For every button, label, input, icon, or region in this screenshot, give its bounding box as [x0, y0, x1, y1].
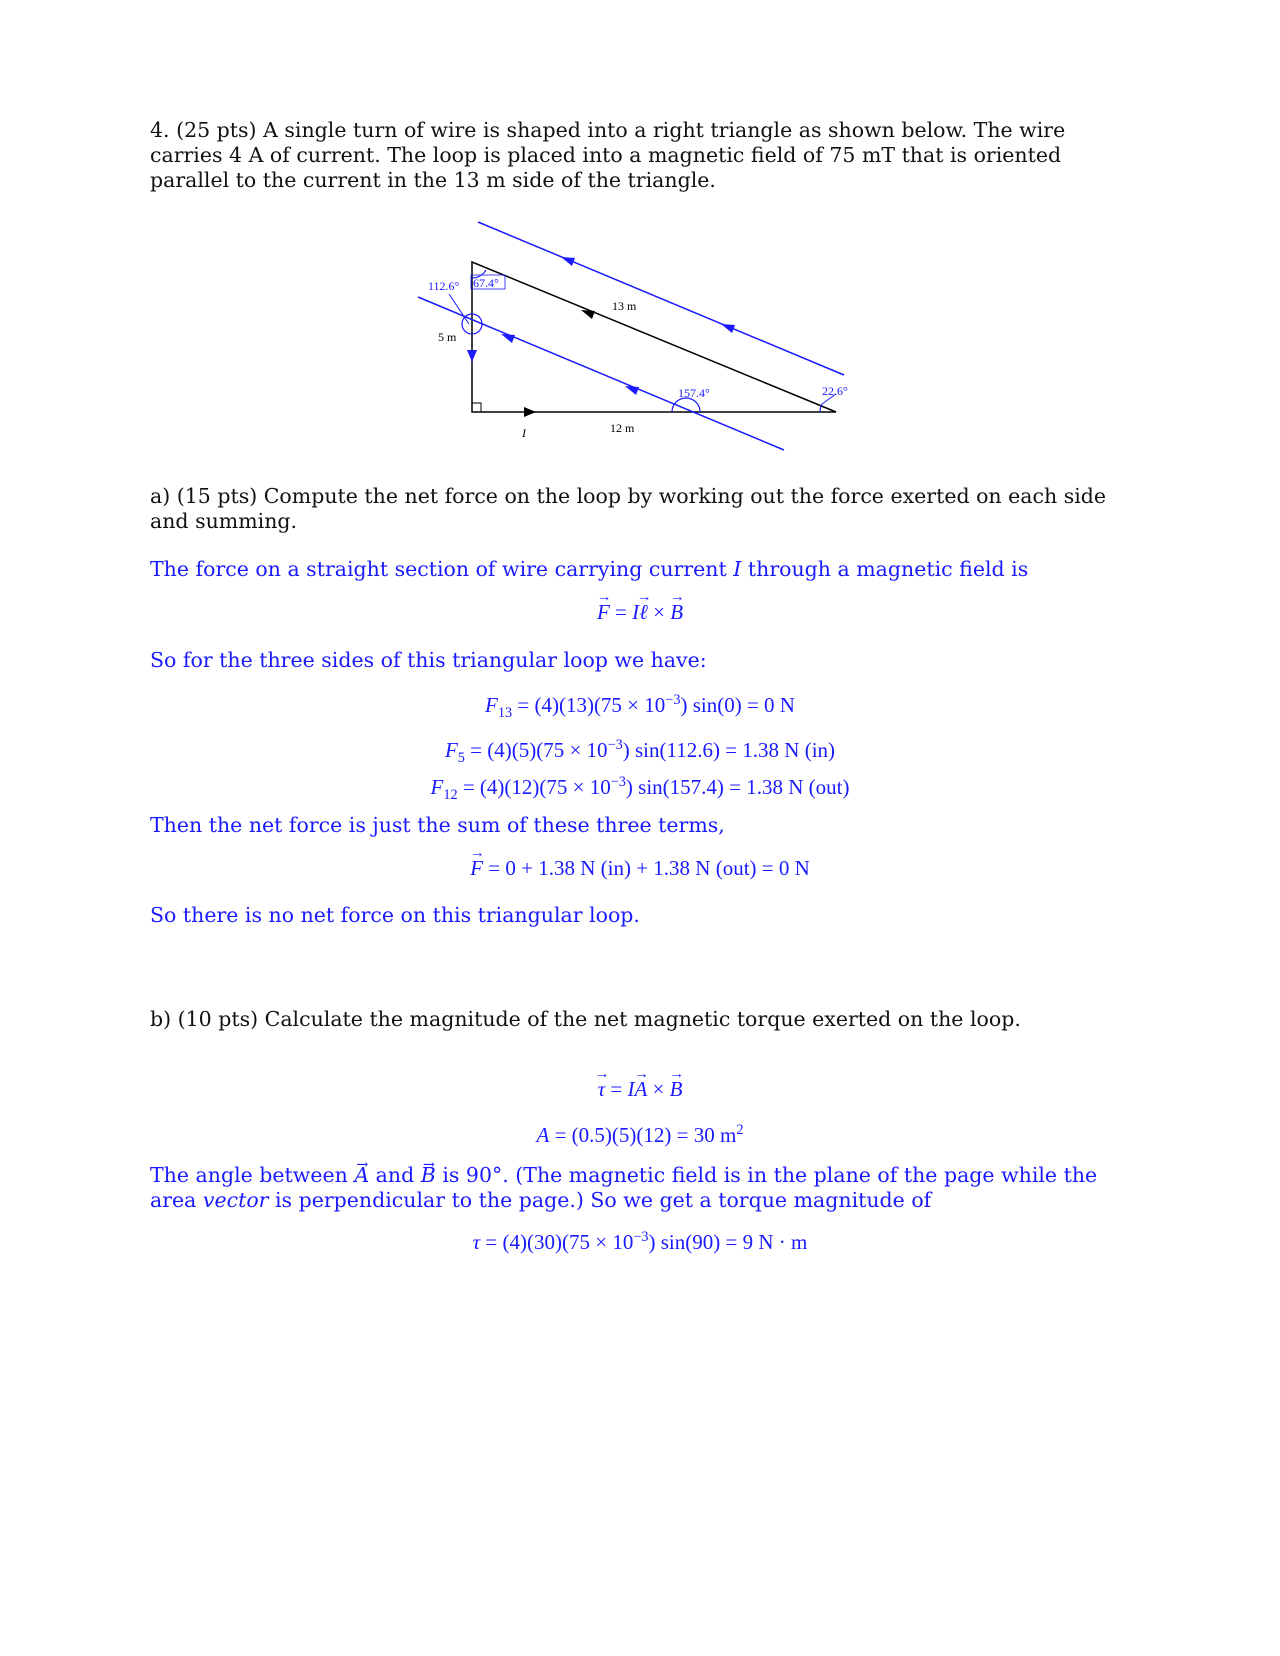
torque-vec-tau: → τ — [598, 1077, 606, 1102]
part-a-line1 — [150, 557, 1130, 582]
field-line-upper — [478, 222, 844, 375]
part-b-text2: and — [369, 1163, 421, 1187]
label-angle-157: 157.4° — [678, 386, 710, 400]
f12-sub: 12 — [443, 787, 458, 804]
angle-arc-left — [472, 314, 482, 334]
force-times: × — [647, 600, 671, 624]
force-vec-l: → ℓ — [639, 600, 648, 625]
part-b-question — [150, 1007, 1130, 1032]
field-arrow-1 — [561, 257, 575, 266]
torque-body: = (4)(30)(75 × 10 — [480, 1230, 634, 1254]
eq-torque — [150, 1229, 1130, 1255]
label-angle-112: 112.6° — [428, 279, 460, 293]
angle-pointer — [449, 294, 469, 324]
f13-body: = (4)(13)(75 × 10 — [512, 693, 666, 717]
f5-body: = (4)(5)(75 × 10 — [464, 738, 608, 762]
part-b-question-text: b) (10 pts) Calculate the magnitude of the net magnetic torque exerted on the loop. — [150, 1007, 1021, 1031]
part-a-line1-post: through a magnetic field is — [741, 557, 1029, 581]
f13-exp: −3 — [665, 692, 681, 708]
part-b-vector-word: vector — [202, 1188, 269, 1212]
label-current: I — [522, 426, 526, 440]
eq-net-force — [150, 856, 1130, 881]
triangle-loop-diagram — [0, 0, 1280, 470]
force-vec-B: → B — [670, 600, 683, 625]
torque-eq: = — [605, 1077, 628, 1101]
f12-body: = (4)(12)(75 × 10 — [457, 775, 611, 799]
torque-times: × — [647, 1077, 670, 1101]
label-angle-22: 22.6° — [822, 384, 848, 398]
part-a-line3 — [150, 813, 1130, 838]
f5-sym: F — [444, 738, 458, 762]
part-b-text4: is perpendicular to the page.) So we get a torque magnitude of — [268, 1188, 932, 1212]
label-side-12: 12 m — [610, 421, 635, 435]
force-I: I — [632, 600, 640, 624]
torque-sym: τ — [472, 1230, 481, 1254]
part-b-text1: The angle between — [150, 1163, 355, 1187]
part-b-explanation — [150, 1163, 1130, 1213]
f5-sub: 5 — [457, 750, 465, 767]
eq-area — [150, 1122, 1130, 1148]
part-a-line3-text: Then the net force is just the sum of these three terms, — [150, 813, 725, 837]
area-exp: 2 — [736, 1122, 744, 1138]
torque-vec-B: → B — [670, 1077, 683, 1102]
area-body: = (0.5)(5)(12) = 30 m — [549, 1123, 737, 1147]
torque-formula — [150, 1077, 1130, 1102]
triangle-wire — [472, 262, 836, 412]
eq-f13 — [150, 692, 1130, 722]
area-sym: A — [536, 1123, 550, 1147]
field-arrow-4 — [625, 386, 639, 395]
label-side-5: 5 m — [438, 330, 457, 344]
current-arrow-vertical — [467, 350, 477, 362]
f5-exp: −3 — [607, 737, 623, 753]
field-line-lower — [418, 297, 784, 450]
force-vec-F: → F — [597, 600, 610, 625]
f12-sym: F — [430, 775, 444, 799]
f12-tail: ) sin(157.4) = 1.38 N (out) — [625, 775, 850, 799]
f13-sub: 13 — [497, 705, 513, 722]
part-b-vec-A: → A — [354, 1163, 369, 1188]
part-a-line2 — [150, 648, 1130, 673]
f13-sym: F — [485, 693, 498, 717]
label-side-13: 13 m — [612, 299, 637, 313]
torque-tail: ) sin(90) = 9 N · m — [648, 1230, 808, 1254]
f13-tail: ) sin(0) = 0 N — [680, 693, 795, 717]
part-b-vec-B: → B — [421, 1163, 436, 1188]
f12-exp: −3 — [610, 774, 626, 790]
force-eq: = — [609, 600, 633, 624]
eq-f5 — [150, 737, 1130, 767]
net-rhs: = 0 + 1.38 N (in) + 1.38 N (out) = 0 N — [483, 856, 810, 880]
f5-tail: ) sin(112.6) = 1.38 N (in) — [622, 738, 836, 762]
part-a-line1-var: I — [733, 557, 742, 581]
part-a-question — [150, 484, 1130, 534]
field-arrow-2 — [721, 324, 735, 333]
current-arrow-bottom — [524, 407, 536, 417]
force-formula — [150, 600, 1130, 625]
eq-f12 — [150, 774, 1130, 804]
label-angle-67: 67.4° — [473, 276, 499, 290]
part-a-conclusion — [150, 903, 1130, 928]
part-a-conclusion-text: So there is no net force on this triangular loop. — [150, 903, 640, 927]
part-a-line1-pre: The force on a straight section of wire carrying current — [150, 557, 734, 581]
part-a-question-text: a) (15 pts) Compute the net force on the loop by working out the force exerted on each side and summing. — [150, 484, 1107, 533]
torque-vec-A: → A — [634, 1077, 647, 1102]
torque-exp: −3 — [633, 1229, 649, 1245]
problem-intro: 4. (25 pts) A single turn of wire is shaped into a right triangle as shown below. The wire carries 4 A of current. The loop is placed into a magnetic field of 75 mT that is oriented parallel to the current in the 13 m side of the triangle. — [150, 118, 1066, 192]
torque-I: I — [627, 1077, 635, 1101]
net-vec-F: → F — [470, 856, 483, 881]
part-b-text3: is 90°. (The magnetic field is in the plane of the page while the area — [150, 1163, 1098, 1212]
right-angle-marker — [472, 403, 481, 412]
field-arrow-3 — [501, 334, 515, 343]
part-a-line2-text: So for the three sides of this triangular loop we have: — [150, 648, 707, 672]
current-arrow-hyp — [581, 310, 595, 319]
